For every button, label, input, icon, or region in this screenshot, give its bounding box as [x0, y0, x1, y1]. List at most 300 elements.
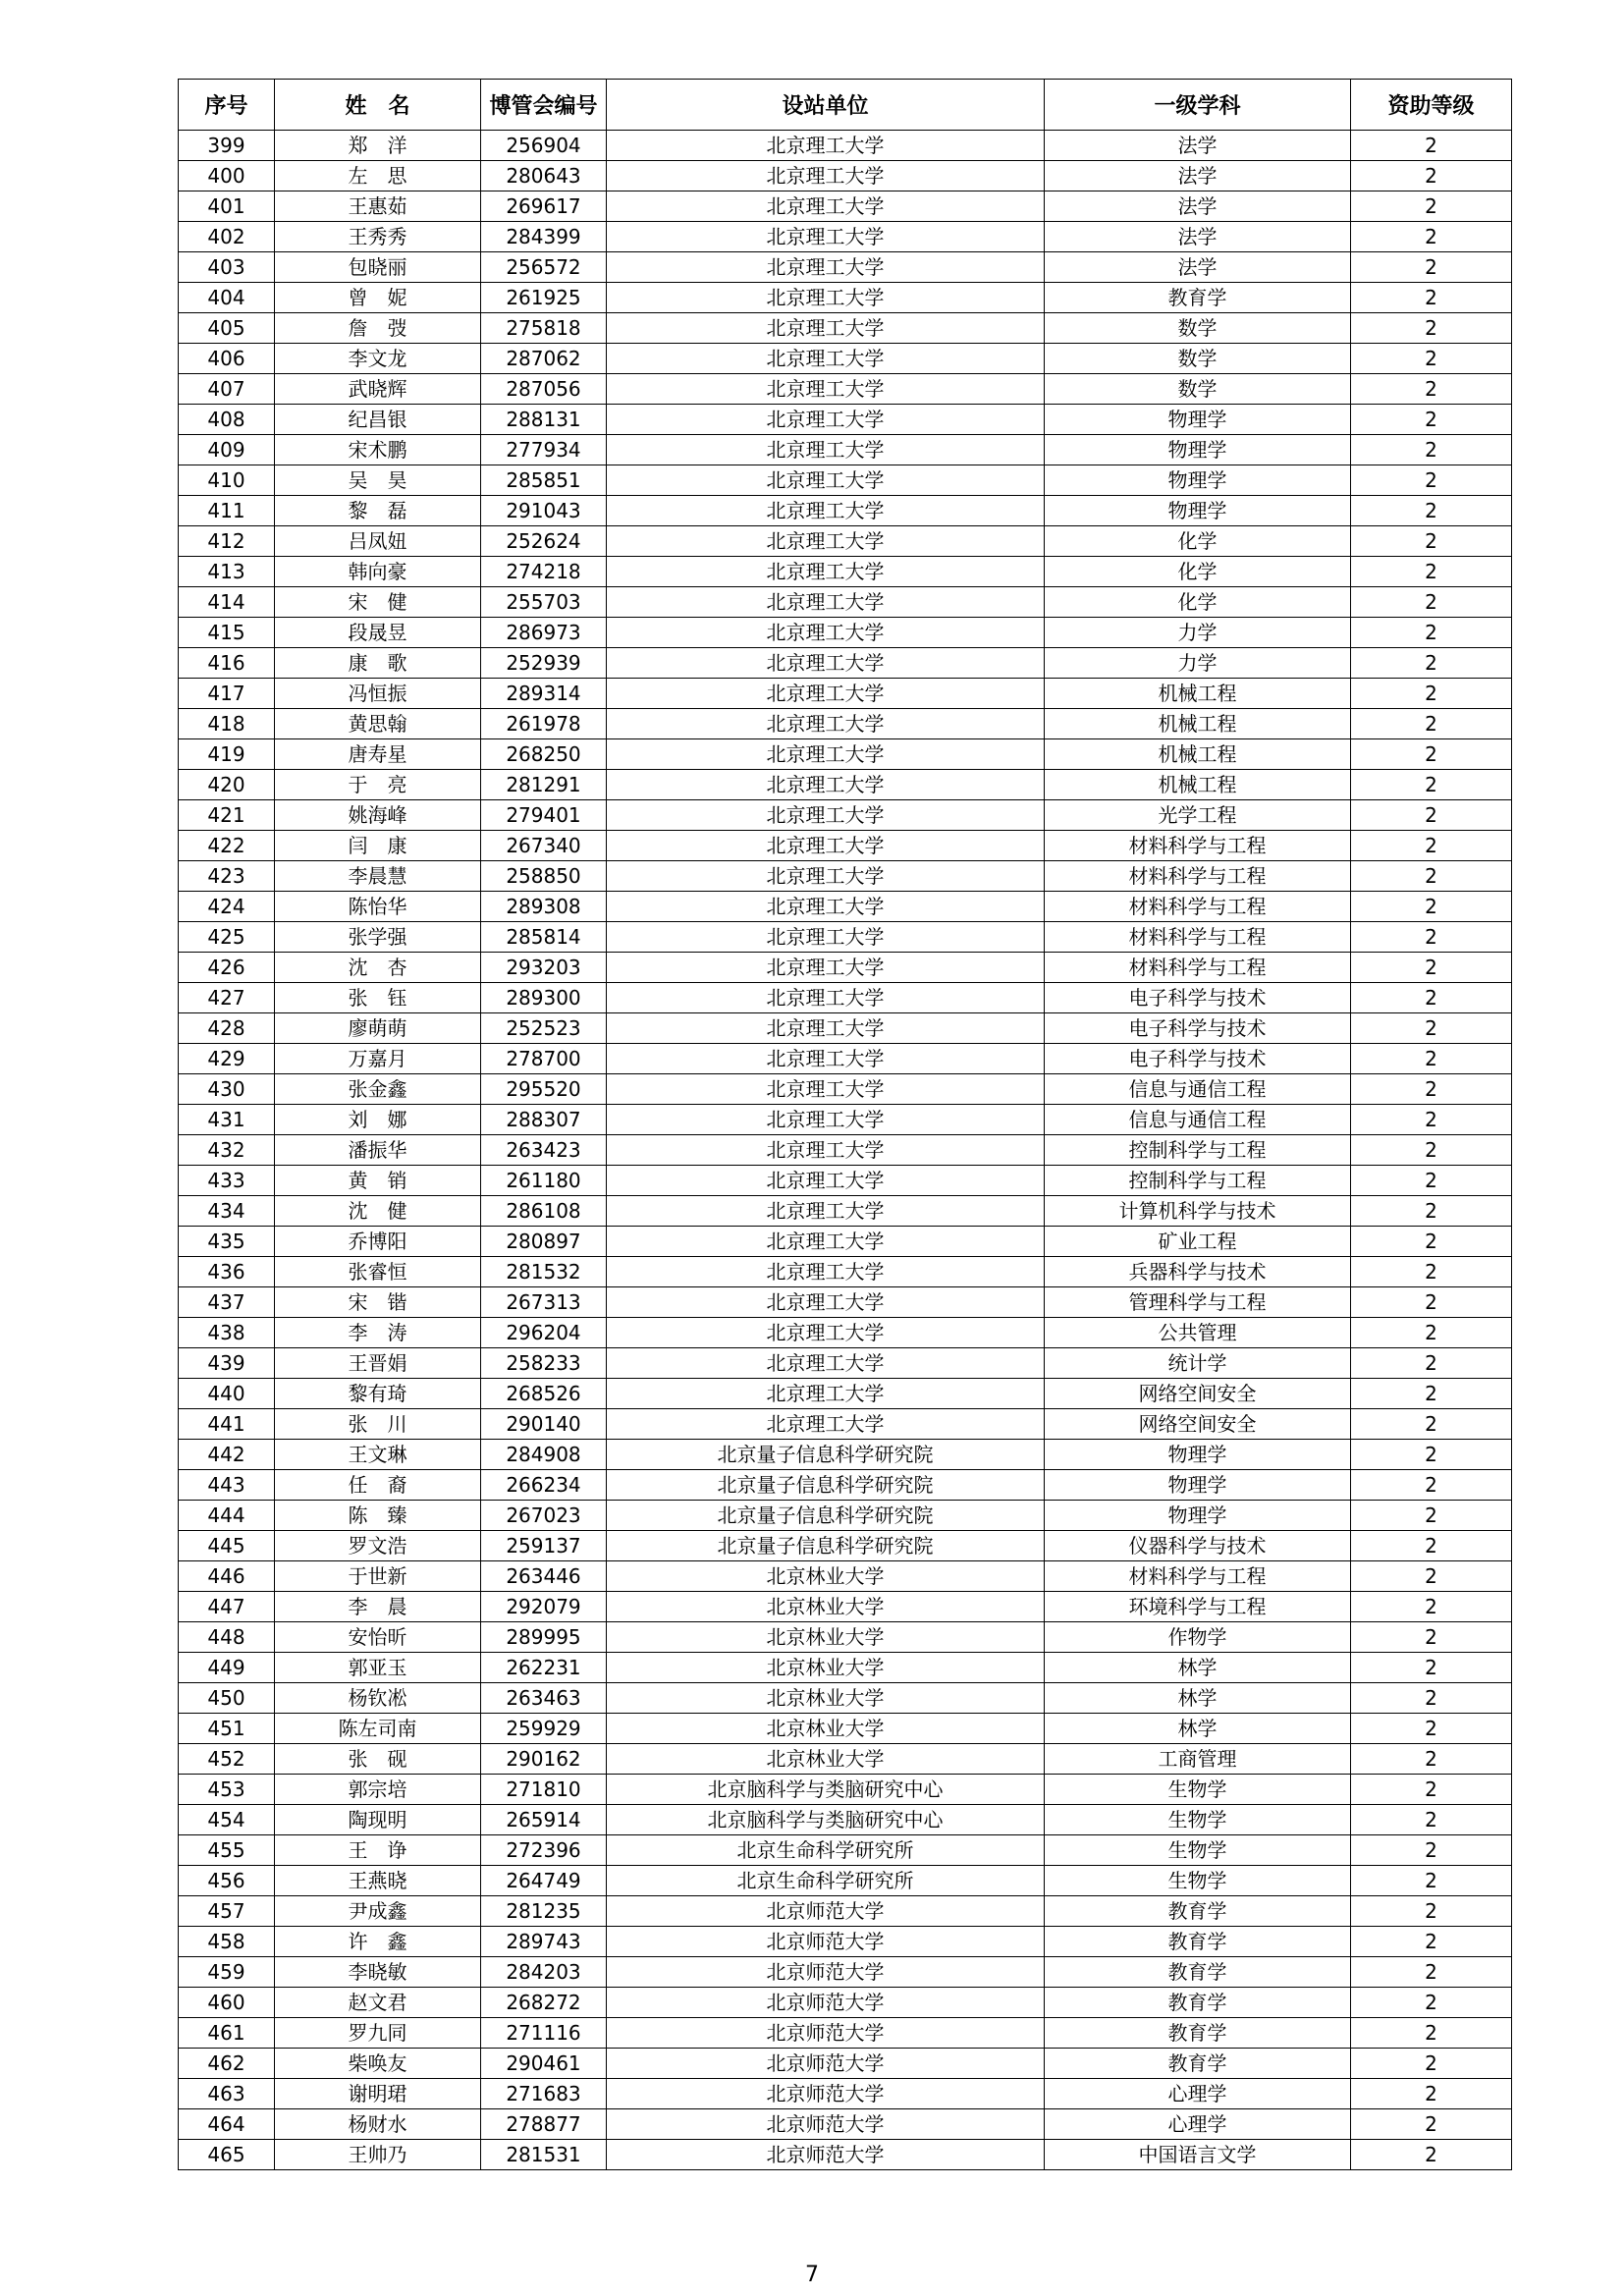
serial-number-cell: 405: [179, 313, 275, 344]
host-institution-cell: 北京理工大学: [607, 1348, 1045, 1379]
discipline-cell: 物理学: [1045, 405, 1351, 435]
host-institution-cell: 北京理工大学: [607, 618, 1045, 648]
host-institution-cell: 北京理工大学: [607, 1196, 1045, 1227]
discipline-cell: 物理学: [1045, 465, 1351, 496]
serial-number-cell: 438: [179, 1318, 275, 1348]
host-institution-cell: 北京理工大学: [607, 1044, 1045, 1074]
committee-id-cell: 290140: [481, 1409, 607, 1440]
serial-number-cell: 413: [179, 557, 275, 587]
committee-id-cell: 289300: [481, 983, 607, 1013]
table-row: [179, 405, 1512, 435]
host-institution-cell: 北京理工大学: [607, 800, 1045, 831]
serial-number-cell: 451: [179, 1714, 275, 1744]
funding-level-cell: 2: [1351, 283, 1512, 313]
serial-number-cell: 440: [179, 1379, 275, 1409]
host-institution-cell: 北京理工大学: [607, 1166, 1045, 1196]
committee-id-cell: 286973: [481, 618, 607, 648]
host-institution-cell: 北京理工大学: [607, 405, 1045, 435]
host-institution-cell: 北京师范大学: [607, 1896, 1045, 1927]
committee-id-cell: 290461: [481, 2049, 607, 2079]
table-row: [179, 435, 1512, 465]
name-cell: 纪昌银: [275, 405, 481, 435]
funding-level-cell: 2: [1351, 831, 1512, 861]
table-row: [179, 526, 1512, 557]
committee-id-cell: 288307: [481, 1105, 607, 1135]
name-cell: 任 裔: [275, 1470, 481, 1501]
name-cell: 郭宗培: [275, 1775, 481, 1805]
host-institution-cell: 北京理工大学: [607, 161, 1045, 191]
committee-id-cell: 289314: [481, 679, 607, 709]
table-row: [179, 1166, 1512, 1196]
name-cell: 黄 销: [275, 1166, 481, 1196]
serial-number-cell: 412: [179, 526, 275, 557]
host-institution-cell: 北京理工大学: [607, 739, 1045, 770]
discipline-cell: 生物学: [1045, 1866, 1351, 1896]
funding-level-cell: 2: [1351, 1927, 1512, 1957]
table-row: [179, 739, 1512, 770]
discipline-cell: 仪器科学与技术: [1045, 1531, 1351, 1561]
name-cell: 李文龙: [275, 344, 481, 374]
host-institution-cell: 北京理工大学: [607, 953, 1045, 983]
funding-level-cell: 2: [1351, 131, 1512, 161]
funding-level-cell: 2: [1351, 1866, 1512, 1896]
committee-id-cell: 268526: [481, 1379, 607, 1409]
name-cell: 李晓敏: [275, 1957, 481, 1988]
funding-level-cell: 2: [1351, 1531, 1512, 1561]
name-cell: 韩向豪: [275, 557, 481, 587]
discipline-cell: 生物学: [1045, 1775, 1351, 1805]
committee-id-cell: 272396: [481, 1835, 607, 1866]
discipline-cell: 教育学: [1045, 1988, 1351, 2018]
committee-id-cell: 278877: [481, 2109, 607, 2140]
discipline-cell: 法学: [1045, 131, 1351, 161]
serial-number-cell: 455: [179, 1835, 275, 1866]
committee-id-cell: 263446: [481, 1561, 607, 1592]
discipline-cell: 物理学: [1045, 1440, 1351, 1470]
discipline-cell: 控制科学与工程: [1045, 1166, 1351, 1196]
table-row: [179, 252, 1512, 283]
discipline-cell: 材料科学与工程: [1045, 861, 1351, 892]
serial-number-cell: 448: [179, 1622, 275, 1653]
committee-id-cell: 275818: [481, 313, 607, 344]
host-institution-cell: 北京理工大学: [607, 465, 1045, 496]
name-cell: 宋术鹏: [275, 435, 481, 465]
host-institution-cell: 北京理工大学: [607, 983, 1045, 1013]
discipline-cell: 林学: [1045, 1683, 1351, 1714]
serial-number-cell: 411: [179, 496, 275, 526]
committee-id-cell: 289308: [481, 892, 607, 922]
name-cell: 王秀秀: [275, 222, 481, 252]
committee-id-cell: 266234: [481, 1470, 607, 1501]
name-cell: 杨财水: [275, 2109, 481, 2140]
name-cell: 黎有琦: [275, 1379, 481, 1409]
funding-level-cell: 2: [1351, 161, 1512, 191]
funding-level-cell: 2: [1351, 1135, 1512, 1166]
committee-id-cell: 256904: [481, 131, 607, 161]
funding-level-cell: 2: [1351, 922, 1512, 953]
serial-number-cell: 410: [179, 465, 275, 496]
name-cell: 宋 健: [275, 587, 481, 618]
table-row: [179, 1592, 1512, 1622]
committee-id-cell: 285814: [481, 922, 607, 953]
funding-level-cell: 2: [1351, 435, 1512, 465]
funding-level-cell: 2: [1351, 618, 1512, 648]
committee-id-cell: 280897: [481, 1227, 607, 1257]
discipline-cell: 数学: [1045, 313, 1351, 344]
serial-number-cell: 434: [179, 1196, 275, 1227]
name-cell: 吴 昊: [275, 465, 481, 496]
serial-number-cell: 402: [179, 222, 275, 252]
name-cell: 陈 臻: [275, 1501, 481, 1531]
funding-level-cell: 2: [1351, 1196, 1512, 1227]
serial-number-cell: 460: [179, 1988, 275, 2018]
discipline-cell: 电子科学与技术: [1045, 1013, 1351, 1044]
header-committee-id: 博管会编号: [481, 80, 607, 131]
committee-id-cell: 265914: [481, 1805, 607, 1835]
serial-number-cell: 447: [179, 1592, 275, 1622]
serial-number-cell: 399: [179, 131, 275, 161]
serial-number-cell: 465: [179, 2140, 275, 2170]
serial-number-cell: 441: [179, 1409, 275, 1440]
host-institution-cell: 北京理工大学: [607, 1105, 1045, 1135]
serial-number-cell: 415: [179, 618, 275, 648]
host-institution-cell: 北京理工大学: [607, 222, 1045, 252]
host-institution-cell: 北京理工大学: [607, 1257, 1045, 1287]
host-institution-cell: 北京理工大学: [607, 1287, 1045, 1318]
name-cell: 王 诤: [275, 1835, 481, 1866]
host-institution-cell: 北京林业大学: [607, 1561, 1045, 1592]
funding-level-cell: 2: [1351, 2049, 1512, 2079]
name-cell: 闫 康: [275, 831, 481, 861]
funding-level-cell: 2: [1351, 344, 1512, 374]
name-cell: 王晋娟: [275, 1348, 481, 1379]
funding-level-cell: 2: [1351, 1074, 1512, 1105]
committee-id-cell: 267023: [481, 1501, 607, 1531]
host-institution-cell: 北京林业大学: [607, 1714, 1045, 1744]
discipline-cell: 管理科学与工程: [1045, 1287, 1351, 1318]
committee-id-cell: 278700: [481, 1044, 607, 1074]
discipline-cell: 矿业工程: [1045, 1227, 1351, 1257]
serial-number-cell: 449: [179, 1653, 275, 1683]
funding-level-cell: 2: [1351, 1957, 1512, 1988]
discipline-cell: 材料科学与工程: [1045, 1561, 1351, 1592]
discipline-cell: 法学: [1045, 252, 1351, 283]
committee-id-cell: 259929: [481, 1714, 607, 1744]
committee-id-cell: 261925: [481, 283, 607, 313]
funding-level-cell: 2: [1351, 1409, 1512, 1440]
name-cell: 唐寿星: [275, 739, 481, 770]
name-cell: 武晓辉: [275, 374, 481, 405]
serial-number-cell: 453: [179, 1775, 275, 1805]
funding-level-cell: 2: [1351, 1227, 1512, 1257]
serial-number-cell: 414: [179, 587, 275, 618]
table-row: [179, 374, 1512, 405]
name-cell: 郑 洋: [275, 131, 481, 161]
committee-id-cell: 268250: [481, 739, 607, 770]
table-row: [179, 1714, 1512, 1744]
serial-number-cell: 422: [179, 831, 275, 861]
funding-level-cell: 2: [1351, 953, 1512, 983]
host-institution-cell: 北京脑科学与类脑研究中心: [607, 1775, 1045, 1805]
table-row: [179, 1227, 1512, 1257]
serial-number-cell: 457: [179, 1896, 275, 1927]
table-row: [179, 1318, 1512, 1348]
host-institution-cell: 北京脑科学与类脑研究中心: [607, 1805, 1045, 1835]
table-row: [179, 1470, 1512, 1501]
name-cell: 赵文君: [275, 1988, 481, 2018]
committee-id-cell: 296204: [481, 1318, 607, 1348]
discipline-cell: 材料科学与工程: [1045, 831, 1351, 861]
table-row: [179, 1409, 1512, 1440]
serial-number-cell: 426: [179, 953, 275, 983]
discipline-cell: 心理学: [1045, 2109, 1351, 2140]
funding-level-cell: 2: [1351, 1318, 1512, 1348]
serial-number-cell: 406: [179, 344, 275, 374]
committee-id-cell: 271810: [481, 1775, 607, 1805]
funding-level-cell: 2: [1351, 2018, 1512, 2049]
committee-id-cell: 281531: [481, 2140, 607, 2170]
discipline-cell: 物理学: [1045, 1470, 1351, 1501]
committee-id-cell: 252624: [481, 526, 607, 557]
name-cell: 杨钦凇: [275, 1683, 481, 1714]
name-cell: 罗文浩: [275, 1531, 481, 1561]
discipline-cell: 数学: [1045, 374, 1351, 405]
committee-id-cell: 258233: [481, 1348, 607, 1379]
table-row: [179, 1287, 1512, 1318]
serial-number-cell: 464: [179, 2109, 275, 2140]
table-row: [179, 648, 1512, 679]
table-row: [179, 1744, 1512, 1775]
committee-id-cell: 262231: [481, 1653, 607, 1683]
table-row: [179, 1805, 1512, 1835]
name-cell: 李 晨: [275, 1592, 481, 1622]
name-cell: 黄思翰: [275, 709, 481, 739]
discipline-cell: 信息与通信工程: [1045, 1074, 1351, 1105]
funding-level-cell: 2: [1351, 465, 1512, 496]
name-cell: 曾 妮: [275, 283, 481, 313]
funding-level-cell: 2: [1351, 1683, 1512, 1714]
table-row: [179, 2079, 1512, 2109]
serial-number-cell: 419: [179, 739, 275, 770]
discipline-cell: 机械工程: [1045, 709, 1351, 739]
serial-number-cell: 437: [179, 1287, 275, 1318]
serial-number-cell: 433: [179, 1166, 275, 1196]
serial-number-cell: 435: [179, 1227, 275, 1257]
table-row: [179, 1957, 1512, 1988]
serial-number-cell: 436: [179, 1257, 275, 1287]
host-institution-cell: 北京量子信息科学研究院: [607, 1470, 1045, 1501]
discipline-cell: 林学: [1045, 1653, 1351, 1683]
name-cell: 张 川: [275, 1409, 481, 1440]
funding-level-cell: 2: [1351, 770, 1512, 800]
serial-number-cell: 424: [179, 892, 275, 922]
host-institution-cell: 北京理工大学: [607, 344, 1045, 374]
name-cell: 王燕晓: [275, 1866, 481, 1896]
committee-id-cell: 267313: [481, 1287, 607, 1318]
table-row: [179, 861, 1512, 892]
host-institution-cell: 北京林业大学: [607, 1744, 1045, 1775]
committee-id-cell: 269617: [481, 191, 607, 222]
name-cell: 段晟昱: [275, 618, 481, 648]
table-row: [179, 922, 1512, 953]
table-row: [179, 1440, 1512, 1470]
table-row: [179, 1074, 1512, 1105]
table-row: [179, 1257, 1512, 1287]
table-row: [179, 1866, 1512, 1896]
discipline-cell: 电子科学与技术: [1045, 1044, 1351, 1074]
discipline-cell: 法学: [1045, 161, 1351, 191]
funding-level-cell: 2: [1351, 1561, 1512, 1592]
host-institution-cell: 北京师范大学: [607, 1988, 1045, 2018]
funding-level-cell: 2: [1351, 1105, 1512, 1135]
discipline-cell: 林学: [1045, 1714, 1351, 1744]
committee-id-cell: 289995: [481, 1622, 607, 1653]
host-institution-cell: 北京理工大学: [607, 283, 1045, 313]
name-cell: 罗九同: [275, 2018, 481, 2049]
host-institution-cell: 北京师范大学: [607, 2018, 1045, 2049]
discipline-cell: 作物学: [1045, 1622, 1351, 1653]
host-institution-cell: 北京林业大学: [607, 1592, 1045, 1622]
table-row: [179, 1013, 1512, 1044]
header-name: 姓 名: [275, 80, 481, 131]
host-institution-cell: 北京理工大学: [607, 1227, 1045, 1257]
table-row: [179, 831, 1512, 861]
host-institution-cell: 北京理工大学: [607, 1409, 1045, 1440]
header-discipline: 一级学科: [1045, 80, 1351, 131]
host-institution-cell: 北京理工大学: [607, 252, 1045, 283]
table-row: [179, 618, 1512, 648]
name-cell: 宋 锴: [275, 1287, 481, 1318]
discipline-cell: 法学: [1045, 191, 1351, 222]
funding-level-cell: 2: [1351, 496, 1512, 526]
host-institution-cell: 北京理工大学: [607, 587, 1045, 618]
discipline-cell: 材料科学与工程: [1045, 922, 1351, 953]
table-row: [179, 1531, 1512, 1561]
committee-id-cell: 274218: [481, 557, 607, 587]
funding-level-cell: 2: [1351, 1287, 1512, 1318]
discipline-cell: 光学工程: [1045, 800, 1351, 831]
name-cell: 陈左司南: [275, 1714, 481, 1744]
committee-id-cell: 279401: [481, 800, 607, 831]
committee-id-cell: 284399: [481, 222, 607, 252]
name-cell: 安怡昕: [275, 1622, 481, 1653]
host-institution-cell: 北京师范大学: [607, 2049, 1045, 2079]
host-institution-cell: 北京量子信息科学研究院: [607, 1440, 1045, 1470]
serial-number-cell: 461: [179, 2018, 275, 2049]
committee-id-cell: 271116: [481, 2018, 607, 2049]
funding-level-cell: 2: [1351, 983, 1512, 1013]
funding-level-cell: 2: [1351, 374, 1512, 405]
discipline-cell: 网络空间安全: [1045, 1409, 1351, 1440]
host-institution-cell: 北京理工大学: [607, 131, 1045, 161]
discipline-cell: 信息与通信工程: [1045, 1105, 1351, 1135]
name-cell: 左 思: [275, 161, 481, 191]
funding-level-cell: 2: [1351, 1714, 1512, 1744]
table-row: [179, 313, 1512, 344]
funding-level-cell: 2: [1351, 526, 1512, 557]
committee-id-cell: 289743: [481, 1927, 607, 1957]
name-cell: 张 砚: [275, 1744, 481, 1775]
table-row: [179, 679, 1512, 709]
table-row: [179, 1105, 1512, 1135]
committee-id-cell: 256572: [481, 252, 607, 283]
serial-number-cell: 403: [179, 252, 275, 283]
funding-level-cell: 2: [1351, 1653, 1512, 1683]
funding-level-cell: 2: [1351, 1440, 1512, 1470]
table-row: [179, 465, 1512, 496]
table-row: [179, 1653, 1512, 1683]
table-row: [179, 2018, 1512, 2049]
serial-number-cell: 459: [179, 1957, 275, 1988]
name-cell: 尹成鑫: [275, 1896, 481, 1927]
committee-id-cell: 261978: [481, 709, 607, 739]
funding-level-cell: 2: [1351, 1775, 1512, 1805]
discipline-cell: 计算机科学与技术: [1045, 1196, 1351, 1227]
funding-level-cell: 2: [1351, 739, 1512, 770]
discipline-cell: 法学: [1045, 222, 1351, 252]
funding-level-cell: 2: [1351, 252, 1512, 283]
discipline-cell: 数学: [1045, 344, 1351, 374]
discipline-cell: 生物学: [1045, 1805, 1351, 1835]
serial-number-cell: 462: [179, 2049, 275, 2079]
committee-id-cell: 287062: [481, 344, 607, 374]
committee-id-cell: 264749: [481, 1866, 607, 1896]
committee-id-cell: 281291: [481, 770, 607, 800]
serial-number-cell: 409: [179, 435, 275, 465]
committee-id-cell: 258850: [481, 861, 607, 892]
serial-number-cell: 404: [179, 283, 275, 313]
discipline-cell: 统计学: [1045, 1348, 1351, 1379]
serial-number-cell: 420: [179, 770, 275, 800]
serial-number-cell: 432: [179, 1135, 275, 1166]
discipline-cell: 物理学: [1045, 1501, 1351, 1531]
table-row: [179, 1561, 1512, 1592]
discipline-cell: 生物学: [1045, 1835, 1351, 1866]
funding-level-cell: 2: [1351, 1166, 1512, 1196]
table-row: [179, 1044, 1512, 1074]
host-institution-cell: 北京理工大学: [607, 435, 1045, 465]
host-institution-cell: 北京理工大学: [607, 313, 1045, 344]
host-institution-cell: 北京生命科学研究所: [607, 1866, 1045, 1896]
name-cell: 郭亚玉: [275, 1653, 481, 1683]
serial-number-cell: 454: [179, 1805, 275, 1835]
serial-number-cell: 427: [179, 983, 275, 1013]
host-institution-cell: 北京理工大学: [607, 922, 1045, 953]
host-institution-cell: 北京师范大学: [607, 1957, 1045, 1988]
funding-level-cell: 2: [1351, 2109, 1512, 2140]
funding-level-cell: 2: [1351, 709, 1512, 739]
table-row: [179, 1501, 1512, 1531]
committee-id-cell: 281235: [481, 1896, 607, 1927]
host-institution-cell: 北京理工大学: [607, 648, 1045, 679]
discipline-cell: 公共管理: [1045, 1318, 1351, 1348]
table-row: [179, 2109, 1512, 2140]
committee-id-cell: 286108: [481, 1196, 607, 1227]
table-row: [179, 1835, 1512, 1866]
discipline-cell: 网络空间安全: [1045, 1379, 1351, 1409]
serial-number-cell: 421: [179, 800, 275, 831]
name-cell: 于世新: [275, 1561, 481, 1592]
host-institution-cell: 北京理工大学: [607, 892, 1045, 922]
serial-number-cell: 408: [179, 405, 275, 435]
host-institution-cell: 北京理工大学: [607, 191, 1045, 222]
serial-number-cell: 443: [179, 1470, 275, 1501]
funding-level-cell: 2: [1351, 1348, 1512, 1379]
discipline-cell: 工商管理: [1045, 1744, 1351, 1775]
table-row: [179, 1348, 1512, 1379]
page-number: 7: [805, 2263, 819, 2287]
funding-level-cell: 2: [1351, 1044, 1512, 1074]
